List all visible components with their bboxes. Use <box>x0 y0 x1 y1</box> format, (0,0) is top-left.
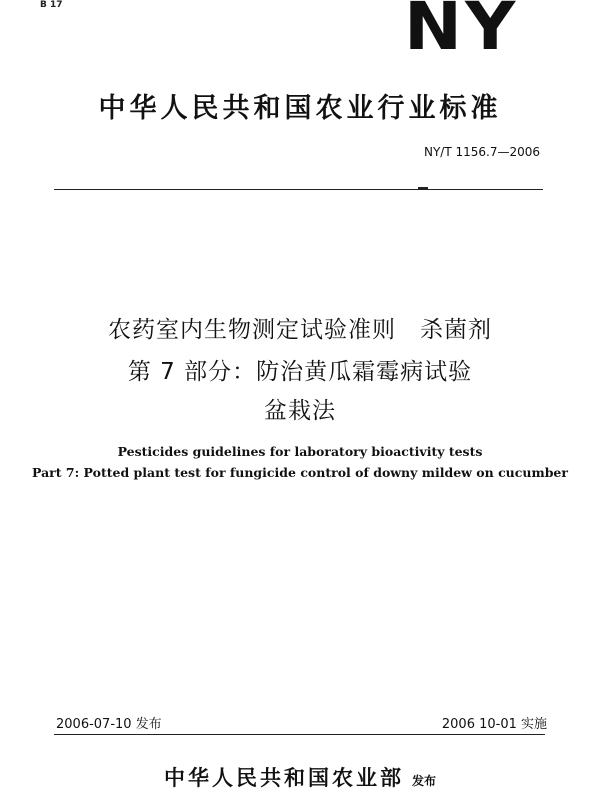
footer-divider <box>54 734 545 735</box>
header-divider-mark <box>418 187 428 190</box>
implementation-date: 2006 10-01 实施 <box>441 717 547 732</box>
publisher-action: 发布 <box>411 774 436 788</box>
org-title: 中华人民共和国农业行业标准 <box>98 93 502 124</box>
standard-code: NY/T 1156.7—2006 <box>423 145 540 159</box>
title-cn-line-2: 第 7 部分：防治黄瓜霜霉病试验 <box>127 359 473 385</box>
title-cn-line-3: 盆栽法 <box>264 398 336 424</box>
header-divider <box>54 189 543 190</box>
publisher <box>0 762 600 792</box>
standard-logo: NY <box>404 0 519 65</box>
title-en-line-1: Pesticides guidelines for laboratory bioactivity tests <box>117 444 483 459</box>
publisher-name: 中华人民共和国农业部 <box>163 765 404 790</box>
issue-date: 2006-07-10 发布 <box>56 717 162 732</box>
title-en-line-2: Part 7: Potted plant test for fungicide control of downy mildew on cucumber <box>32 465 568 480</box>
classification-code: B 17 <box>40 0 63 10</box>
title-cn-line-1: 农药室内生物测定试验准则 杀菌剂 <box>108 317 492 343</box>
